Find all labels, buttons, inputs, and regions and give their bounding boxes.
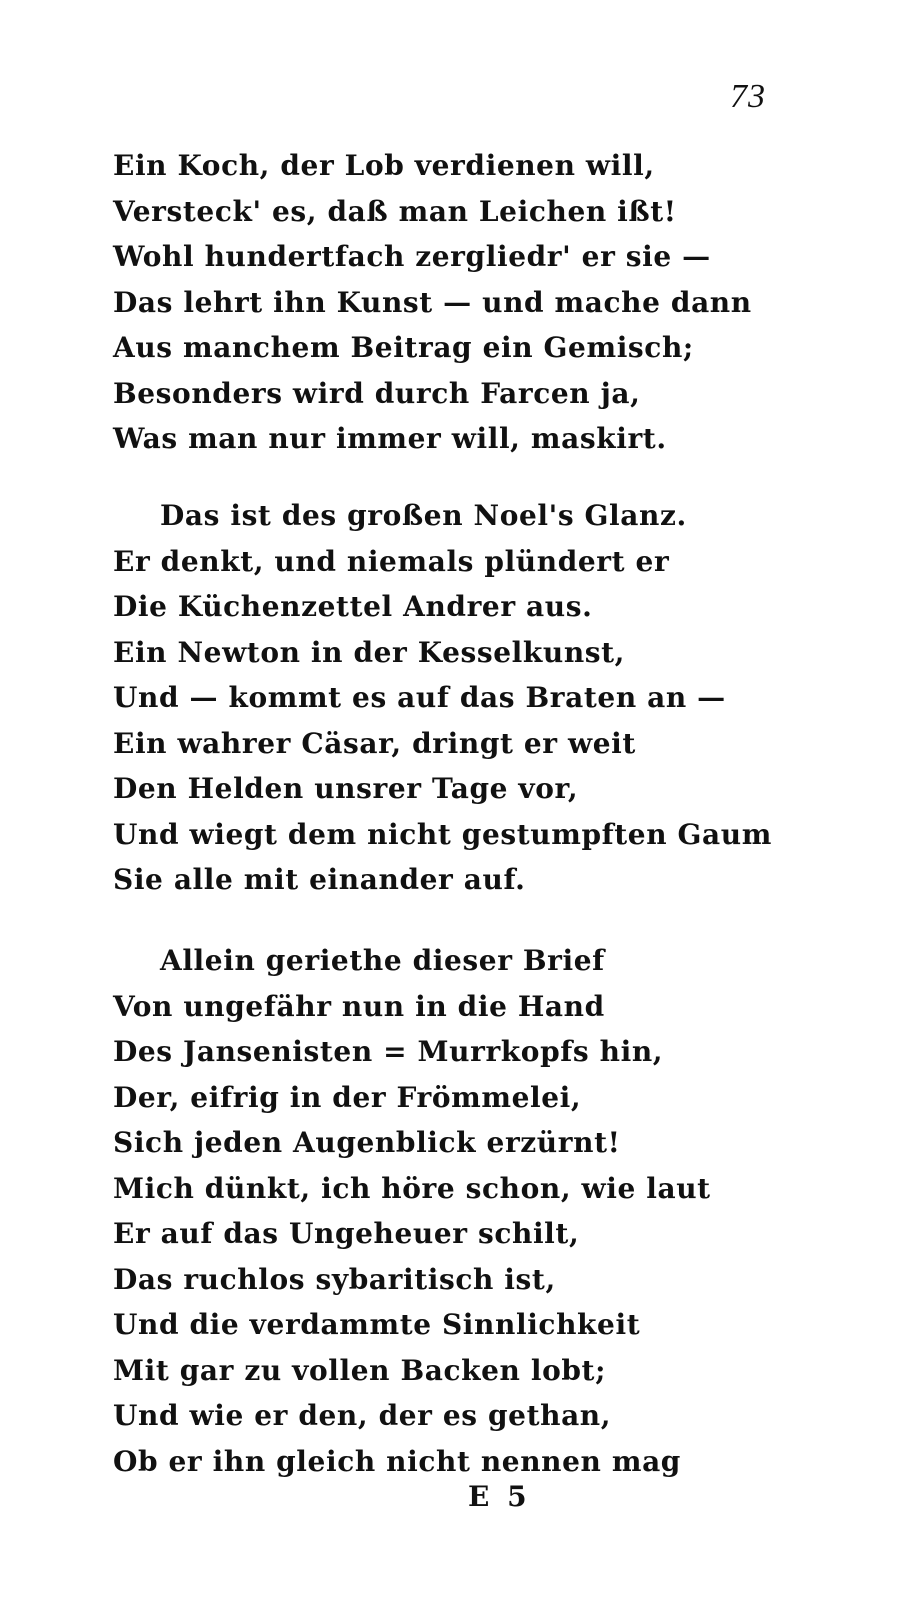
verse-line: Sie alle mit einander auf. (113, 863, 526, 896)
verse-line: Das lehrt ihn Kunst — und mache dann (113, 285, 752, 319)
verse-line: Die Küchenzettel Andrer aus. (113, 590, 593, 623)
verse-line: Ob er ihn gleich nicht nennen mag (113, 1444, 681, 1478)
verse-line: Den Helden unsrer Tage vor, (113, 772, 579, 805)
verse-line: Versteck' es, daß man Leichen ißt! (113, 194, 677, 228)
verse-line: Ein Koch, der Lob verdienen will, (113, 149, 655, 182)
verse-line: Und wiegt dem nicht gestumpften Gaum (113, 817, 772, 851)
verse-line: Was man nur immer will, maskirt. (113, 422, 667, 455)
verse-line: Des Jansenisten = Murrkopfs hin, (113, 1035, 664, 1068)
verse-line: Allein geriethe dieser Brief (160, 944, 605, 977)
verse-line: Und wie er den, der es gethan, (113, 1399, 612, 1432)
verse-line: Von ungefähr nun in die Hand (113, 989, 605, 1023)
verse-line: Und — kommt es auf das Braten an — (113, 681, 726, 714)
stanza-3 (113, 938, 753, 1484)
verse-line: Das ist des großen Noel's Glanz. (160, 499, 687, 532)
verse-line: Der, eifrig in der Frömmelei, (113, 1080, 582, 1114)
verse-line: Er auf das Ungeheuer schilt, (113, 1217, 580, 1250)
verse-line: Ein Newton in der Kesselkunst, (113, 635, 626, 669)
verse-line: Er denkt, und niemals plündert er (113, 544, 670, 578)
verse-line: Sich jeden Augenblick erzürnt! (113, 1126, 621, 1159)
signature-mark: E 5 (468, 1480, 531, 1513)
verse-line: Mich dünkt, ich höre schon, wie laut (113, 1171, 711, 1205)
verse-line: Das ruchlos sybaritisch ist, (113, 1262, 556, 1296)
verse-line: Ein wahrer Cäsar, dringt er weit (113, 726, 636, 760)
verse-line: Besonders wird durch Farcen ja, (113, 376, 641, 410)
verse-line: Mit gar zu vollen Backen lobt; (113, 1353, 607, 1387)
verse-line: Wohl hundertfach zergliedr' er sie — (113, 240, 711, 273)
verse-line: Aus manchem Beitrag ein Gemisch; (113, 331, 694, 364)
page-number: 73 (730, 78, 766, 115)
verse-line: Und die verdammte Sinnlichkeit (113, 1308, 641, 1341)
stanza-1 (113, 143, 753, 462)
stanza-2 (113, 493, 772, 903)
